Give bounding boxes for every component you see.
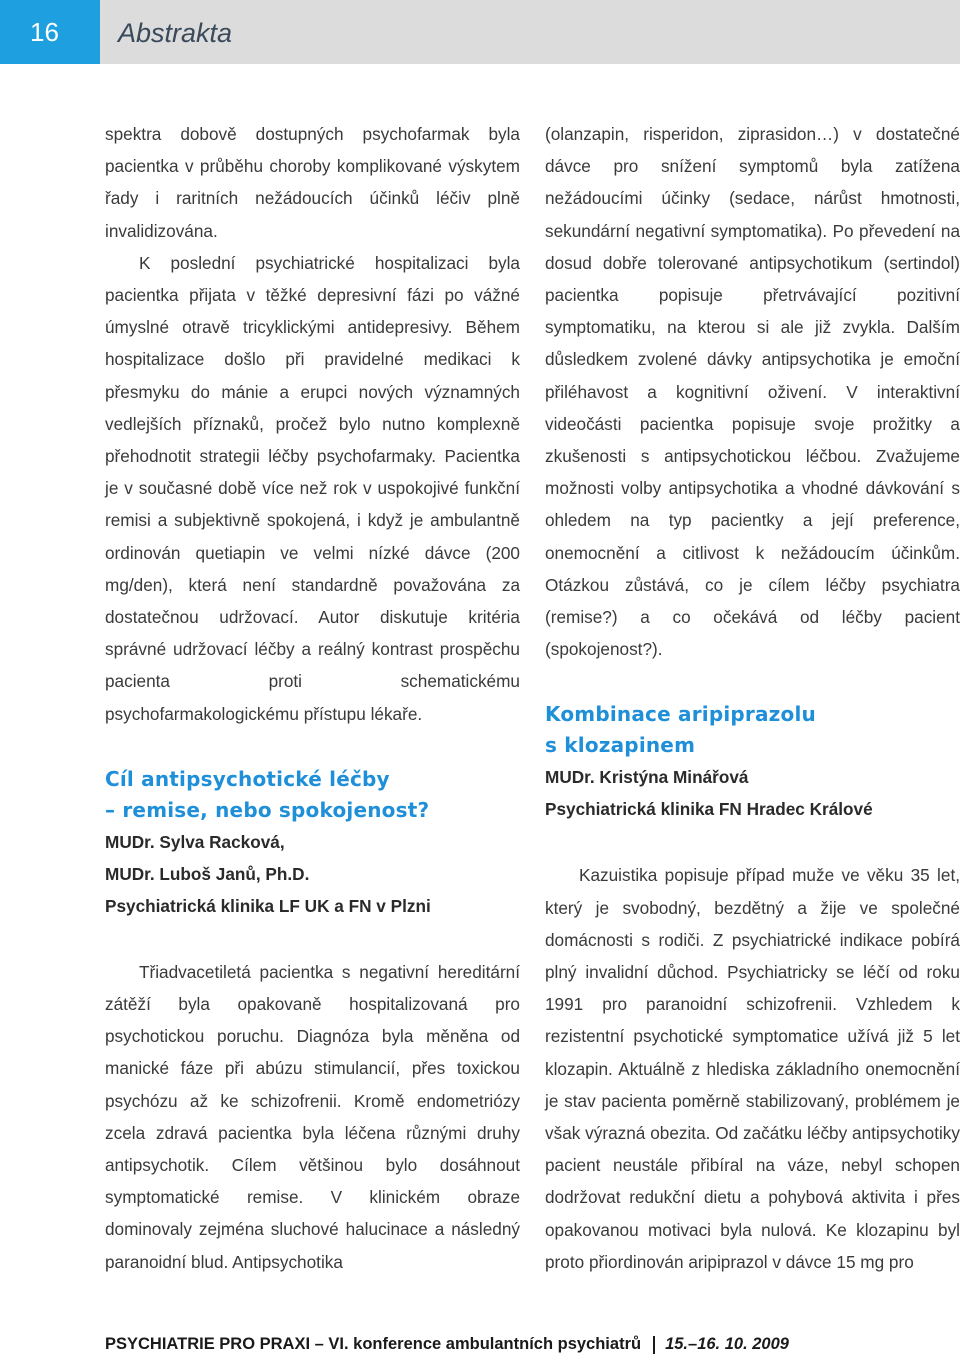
author-line: MUDr. Sylva Racková, — [105, 831, 285, 852]
paragraph: Kazuistika popisuje případ muže ve věku 35 let, který je svobodný, bezdětný a žije ve společné domácnosti s rodiči. Z psychiatrické indikace pobírá plný invalidní důchod. Psychiatricky se léčí od roku 1991 pro paranoidní schizofrenii. Vzhledem k rezistentní psychotické symptomatice užívá již 5 let klozapin. Aktuálně z hlediska základního onemocnění je stav pacienta poměrně stabilizovaný, problémem je však výrazná obezita. Od začátku léčby antipsychotiky pacient neustále přibíral na váze, nebyl schopen dodržovat redukční dietu a pohybová aktivita i přes opakovanou motivaci byla nulová. Ke klozapinu byl proto přiordinován aripiprazol v dávce 15 mg pro — [545, 865, 960, 1272]
paragraph: K poslední psychiatrické hospitalizaci byla pacientka přijata v těžké depresivní fázi po vážné úmyslné otravě tricyklickými antidepresivy. Během hospitalizace došlo při pravidelné medikaci k přesmyku do mánie a erupci nových významných vedlejších příznaků, pročež bylo nutno komplexně přehodnotit strategii léčby psychofarmaky. Pacientka je v současné době více než rok v uspokojivé funkční remisi a subjektivně spokojená, i když je ambulantně ordinován quetiapin ve velmi nízké dávce (200 mg/den), která není standardně považována za dostatečnou udržovací. Autor diskutuje kritéria správné udržovací léčby a reálný kontrast prospěchu pacienta proti schematickému psychofarmakologickému přístupu lékaře. — [105, 252, 520, 724]
section-title: Abstrakta — [118, 18, 233, 48]
paragraph: spektra dobově dostupných psychofarmak byla pacientka v průběhu choroby komplikované výskytem řady i raritních nežádoucích účinků léčiv plně invalidizována. — [105, 124, 520, 241]
footer-dates: 15.–16. 10. 2009 — [665, 1335, 789, 1353]
left-column — [105, 118, 520, 1278]
heading-line: – remise, nebo spokojenost? — [105, 797, 430, 822]
abstract-heading — [545, 699, 960, 761]
heading-line: Cíl antipsychotické léčby — [105, 766, 390, 791]
footer-divider — [653, 1336, 655, 1354]
paragraph: (olanzapin, risperidon, ziprasidon…) v dostatečné dávce pro snížení symptomů byla zatížena nežádoucími účinky (sedace, nárůst hmotnosti, sekundární negativní symptomatika). Po převedení na dosud dobře tolerované antipsychotikum (sertindol) pacientka popisuje přetrvávající pozitivní symptomatiku, na kterou si ale již zvykla. Dalším důsledkem zvolené dávky antipsychotika je emoční přiléhavost a kognitivní oživení. V interaktivní videočásti pacientka popisuje svoje prožitky a zkušenosti s antipsychotickou léčbou. Zvažujeme možnosti volby antipsychotika a vhodné dávkování s ohledem na typ pacientky a její preference, onemocnění a citlivost k nežádoucím účinkům. Otázkou zůstává, co je cílem léčby psychiatra (remise?) a co očekává od léčby pacient (spokojenost?). — [545, 124, 960, 660]
heading-line: s klozapinem — [545, 733, 696, 758]
affiliation: Psychiatrická klinika FN Hradec Králové — [545, 799, 873, 820]
page-number: 16 — [0, 0, 100, 64]
author-line: MUDr. Kristýna Minářová — [545, 767, 749, 788]
heading-line: Kombinace aripiprazolu — [545, 702, 816, 727]
affiliation: Psychiatrická klinika LF UK a FN v Plzni — [105, 895, 431, 916]
author-line: MUDr. Luboš Janů, Ph.D. — [105, 863, 310, 884]
footer — [105, 1331, 955, 1357]
paragraph: Třiadvacetiletá pacientka s negativní hereditární zátěží byla opakovaně hospitalizovaná pro psychotickou poruchu. Diagnóza byla měněna od manické fáze při abúzu stimulancií, přes toxickou psychózu až ke schizofrenii. Kromě endometriózy zcela zdravá pacientka byla léčena různými druhy antipsychotik. Cílem většinou bylo dosáhnout symptomatické remise. V klinickém obraze dominovaly zejména sluchové halucinace a následný paranoidní blud. Antipsychotika — [105, 961, 520, 1272]
footer-journal: PSYCHIATRIE PRO PRAXI – VI. konference ambulantních psychiatrů — [105, 1335, 642, 1353]
right-column — [545, 118, 960, 1278]
abstract-heading — [105, 764, 520, 826]
